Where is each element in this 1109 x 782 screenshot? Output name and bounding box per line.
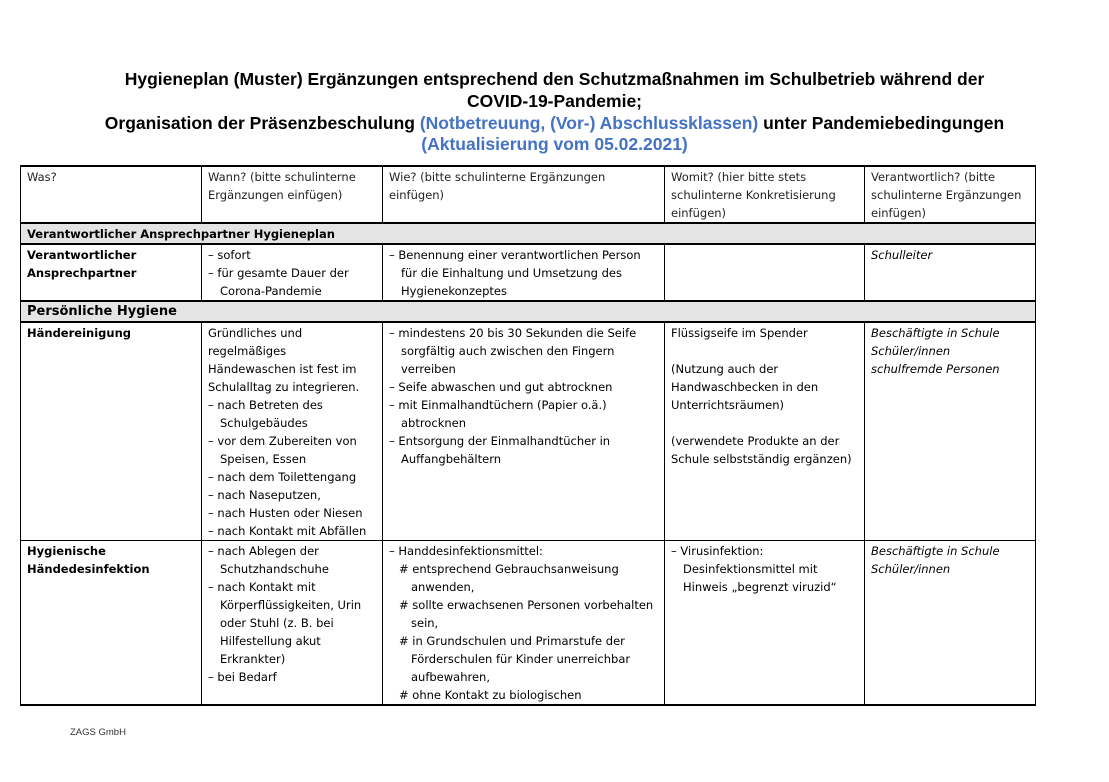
list-item: – sofort xyxy=(208,248,251,262)
cell-wie xyxy=(383,244,665,301)
list-item: – nach Kontakt mit Körperflüssigkeiten, Urin oder Stuhl (z. B. bei Hilfestellung akut Erkrankter) xyxy=(208,580,362,666)
cell-wann xyxy=(202,541,383,706)
womit-line: Flüssigseife im Spender xyxy=(671,326,808,340)
document-title-line3 xyxy=(0,112,1109,134)
title-line3-highlight: (Notbetreuung, (Vor-) Abschlussklassen) xyxy=(419,113,759,133)
list-item: – Seife abwaschen und gut abtrocknen xyxy=(389,380,613,394)
responsible-line: schulfremde Personen xyxy=(871,362,1000,376)
sub-list-item: # ohne Kontakt zu biologischen xyxy=(399,688,582,702)
section-row-ansprechpartner xyxy=(21,223,1036,244)
list-item: – nach Kontakt mit Abfällen xyxy=(208,524,367,538)
list-item: – Handdesinfektionsmittel: xyxy=(389,544,543,558)
hygiene-plan-table xyxy=(20,165,1036,706)
header-wie: Wie? (bitte schulinterne Ergänzungen einfügen) xyxy=(383,166,665,223)
header-womit: Womit? (hier bitte stets schulinterne Konkretisierung einfügen) xyxy=(665,166,865,223)
sub-list-item: # in Grundschulen und Primarstufe der Förderschulen für Kinder unerreichbar aufbewahren, xyxy=(399,634,631,684)
header-wann: Wann? (bitte schulinterne Ergänzungen einfügen) xyxy=(202,166,383,223)
list-item: – Entsorgung der Einmalhandtücher in Auffangbehältern xyxy=(389,434,611,466)
section-title-persoenliche-hygiene: Persönliche Hygiene xyxy=(21,301,1036,322)
responsible-line: Schüler/innen xyxy=(871,562,951,576)
cell-intro-text: Gründliches und regelmäßiges Händewaschen ist fest im Schulalltag zu integrieren. xyxy=(208,326,360,394)
cell-wie xyxy=(383,322,665,541)
sub-list-item: # entsprechend Gebrauchsanweisung anwenden, xyxy=(399,562,619,594)
cell-womit xyxy=(665,541,865,706)
cell-was: Händereinigung xyxy=(21,322,202,541)
list-item: – nach Ablegen der Schutzhandschuhe xyxy=(208,544,329,576)
responsible-line: Beschäftigte in Schule xyxy=(871,544,1000,558)
document-title-line1: Hygieneplan (Muster) Ergänzungen entsprechend den Schutzmaßnahmen im Schulbetrieb während der xyxy=(124,69,985,89)
section-row-persoenliche-hygiene xyxy=(21,301,1036,322)
cell-womit xyxy=(665,322,865,541)
section-title-ansprechpartner: Verantwortlicher Ansprechpartner Hygieneplan xyxy=(21,223,1036,244)
cell-verantwortlich: Schulleiter xyxy=(865,244,1036,301)
list-item: – vor dem Zubereiten von Speisen, Essen xyxy=(208,434,357,466)
womit-line: (Nutzung auch der Handwaschbecken in den Unterrichtsräumen) xyxy=(671,362,819,412)
cell-was: Verantwortlicher Ansprechpartner xyxy=(21,244,202,301)
header-was: Was? xyxy=(21,166,202,223)
cell-verantwortlich xyxy=(865,322,1036,541)
cell-was: Hygienische Händedesinfektion xyxy=(21,541,202,706)
list-item: – bei Bedarf xyxy=(208,670,277,684)
responsible-line: Beschäftigte in Schule xyxy=(871,326,1000,340)
list-item: – mindestens 20 bis 30 Sekunden die Seife sorgfältig auch zwischen den Fingern verreiben xyxy=(389,326,637,376)
sub-list-item: # sollte erwachsenen Personen vorbehalten sein, xyxy=(399,598,654,630)
cell-wann xyxy=(202,244,383,301)
cell-womit xyxy=(665,244,865,301)
list-item: – nach Naseputzen, xyxy=(208,488,321,502)
table-row xyxy=(21,244,1036,301)
header-verantwortlich: Verantwortlich? (bitte schulinterne Ergänzungen einfügen) xyxy=(865,166,1036,223)
table-row xyxy=(21,541,1036,706)
list-item: – nach dem Toilettengang xyxy=(208,470,357,484)
list-item: – mit Einmalhandtüchern (Papier o.ä.) abtrocknen xyxy=(389,398,607,430)
footer-company: ZAGS GmbH xyxy=(70,727,126,738)
list-item: – für gesamte Dauer der Corona-Pandemie xyxy=(208,266,349,298)
list-item: – Benennung einer verantwortlichen Person für die Einhaltung und Umsetzung des Hygienekonzeptes xyxy=(389,248,641,298)
table-header-row xyxy=(21,166,1036,223)
womit-line: (verwendete Produkte an der Schule selbstständig ergänzen) xyxy=(671,434,852,466)
title-line3-part1: Organisation der Präsenzbeschulung xyxy=(104,113,420,133)
responsible-line: Schüler/innen xyxy=(871,344,951,358)
list-item: – nach Betreten des Schulgebäudes xyxy=(208,398,323,430)
document-title-update-date: (Aktualisierung vom 05.02.2021) xyxy=(421,134,688,154)
table-row xyxy=(21,322,1036,541)
cell-wie xyxy=(383,541,665,706)
document-title-line2: COVID-19-Pandemie; xyxy=(466,91,643,111)
list-item: – Virusinfektion: Desinfektionsmittel mit Hinweis „begrenzt viruzid“ xyxy=(671,544,837,594)
cell-wann xyxy=(202,322,383,541)
title-line3-part3: unter Pandemiebedingungen xyxy=(758,113,1005,133)
list-item: – nach Husten oder Niesen xyxy=(208,506,363,520)
cell-verantwortlich xyxy=(865,541,1036,706)
